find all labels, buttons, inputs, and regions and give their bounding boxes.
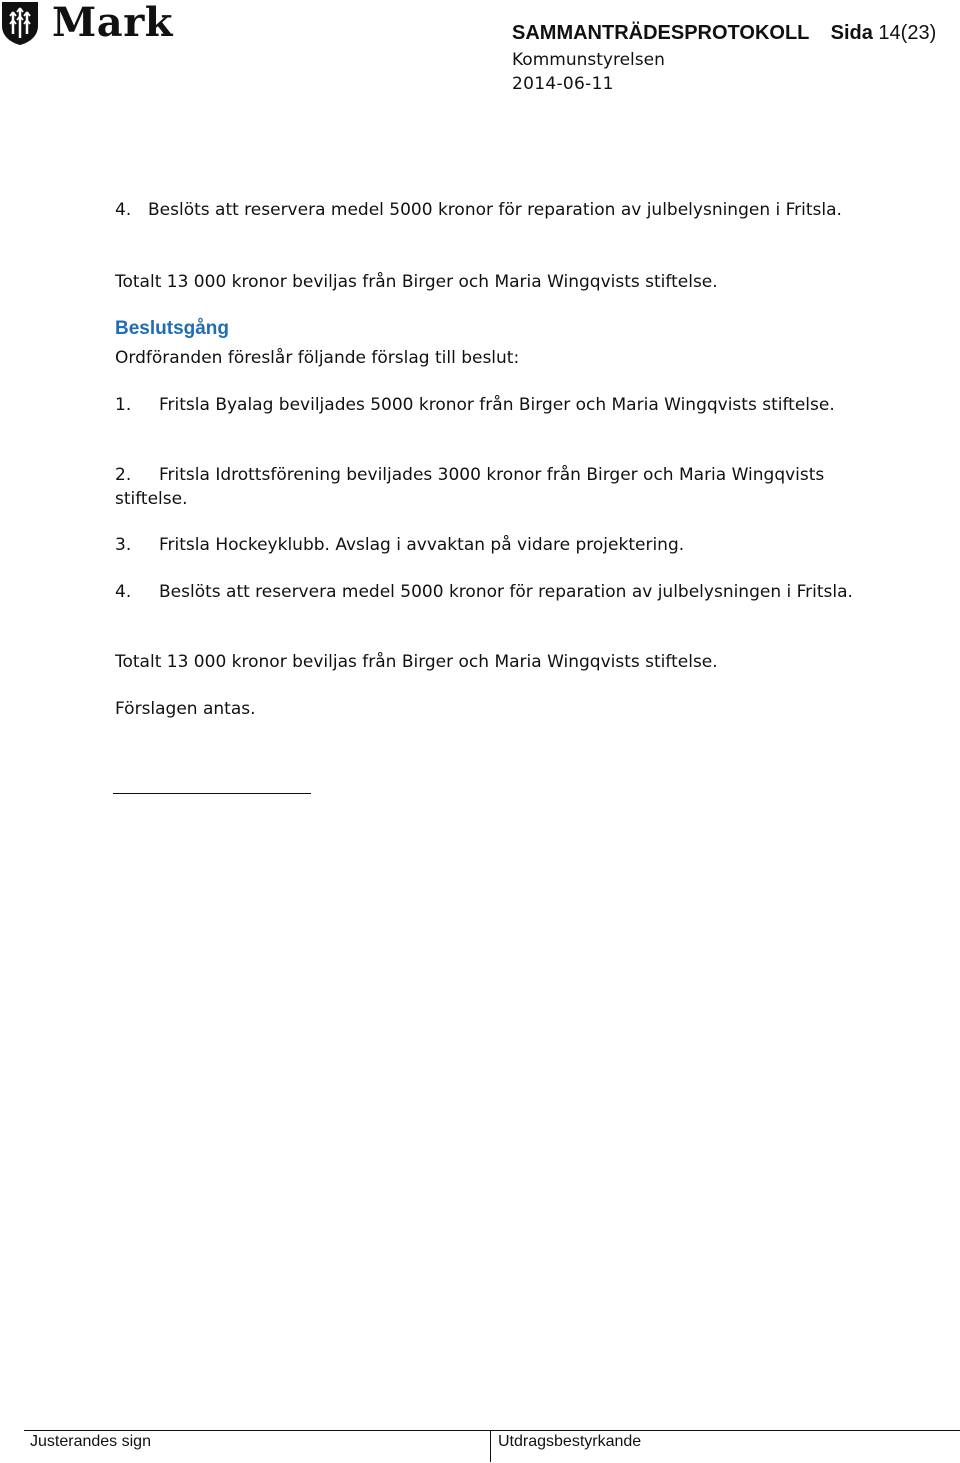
item-text: Fritsla Idrottsförening beviljades 3000 kronor från Birger och Maria Wingqvists stiftelse. bbox=[115, 465, 825, 509]
list-item bbox=[115, 533, 895, 557]
item-number: 4. bbox=[115, 200, 132, 220]
item-text: Fritsla Hockeyklubb. Avslag i avvaktan på vidare projektering. bbox=[159, 535, 685, 555]
total-statement: Totalt 13 000 kronor beviljas från Birger och Maria Wingqvists stiftelse. bbox=[115, 272, 718, 292]
meeting-date: 2014-06-11 bbox=[512, 74, 614, 94]
item-number: 2. bbox=[115, 465, 132, 485]
list-item bbox=[115, 580, 895, 604]
list-item bbox=[115, 393, 895, 417]
footer-extract-certification: Utdragsbestyrkande bbox=[498, 1433, 642, 1450]
conclusion: Förslagen antas. bbox=[115, 699, 256, 719]
item-number: 3. bbox=[115, 535, 132, 555]
item-text: Beslöts att reservera medel 5000 kronor för reparation av julbelysningen i Fritsla. bbox=[148, 200, 842, 220]
document-header bbox=[512, 22, 936, 45]
footer-column-divider bbox=[490, 1430, 491, 1462]
logo-wordmark: Mark bbox=[52, 0, 173, 46]
coat-of-arms-icon bbox=[0, 0, 40, 46]
municipality-logo bbox=[0, 0, 173, 46]
list-item bbox=[115, 463, 895, 511]
item-number: 4. bbox=[115, 582, 132, 602]
chair-proposal-intro: Ordföranden föreslår följande förslag till beslut: bbox=[115, 348, 520, 368]
organization-name: Kommunstyrelsen bbox=[512, 50, 665, 70]
item-number: 1. bbox=[115, 395, 132, 415]
page-label: Sida bbox=[830, 22, 873, 44]
total-statement: Totalt 13 000 kronor beviljas från Birger och Maria Wingqvists stiftelse. bbox=[115, 652, 718, 672]
item-text: Fritsla Byalag beviljades 5000 kronor från Birger och Maria Wingqvists stiftelse. bbox=[159, 395, 835, 415]
footer-adjusters-sign: Justerandes sign bbox=[30, 1433, 151, 1450]
item-text: Beslöts att reservera medel 5000 kronor för reparation av julbelysningen i Fritsla. bbox=[159, 582, 853, 602]
page-number: 14(23) bbox=[878, 22, 937, 44]
section-heading: Beslutsgång bbox=[115, 318, 230, 339]
signature-line bbox=[113, 793, 311, 794]
footer-divider bbox=[24, 1430, 960, 1431]
list-item bbox=[115, 198, 928, 222]
document-type: SAMMANTRÄDESPROTOKOLL bbox=[512, 22, 810, 44]
page-indicator bbox=[831, 22, 937, 44]
